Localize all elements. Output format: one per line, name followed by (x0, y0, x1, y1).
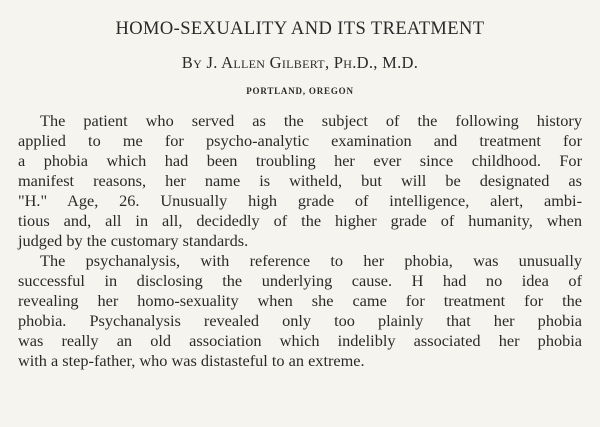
text-line: successful in disclosing the underlying cause. H had no idea of (18, 271, 582, 290)
text-line: revealing her homo-sexuality when she came for treatment for the (18, 291, 582, 310)
author-location: PORTLAND, OREGON (246, 86, 354, 96)
article-byline: By J. Allen Gilbert, Ph.D., M.D. (181, 53, 419, 72)
text-line: phobia. Psychanalysis revealed only too plainly that her phobia (18, 311, 582, 330)
text-line: was really an old association which indelibly associated her phobia (18, 331, 582, 350)
text-line: tious and, all in all, decidedly of the higher grade of humanity, when (18, 211, 582, 230)
text-line: with a step-father, who was distasteful to an extreme. (18, 351, 365, 370)
text-line: manifest reasons, her name is witheld, but will be designated as (18, 171, 582, 190)
paragraph (18, 111, 582, 251)
text-line: judged by the customary standards. (18, 231, 249, 250)
text-line: "H." Age, 26. Unusually high grade of intelligence, alert, ambi- (18, 191, 582, 210)
article-body (18, 111, 582, 371)
paragraph (18, 251, 582, 371)
text-line: applied to me for psycho-analytic examination and treatment for (18, 131, 582, 150)
text-line: The patient who served as the subject of the following history (40, 111, 582, 130)
article-title: HOMO-SEXUALITY AND ITS TREATMENT (115, 19, 485, 39)
text-line: The psychanalysis, with reference to her phobia, was unusually (40, 251, 582, 270)
text-line: a phobia which had been troubling her ever since childhood. For (18, 151, 582, 170)
